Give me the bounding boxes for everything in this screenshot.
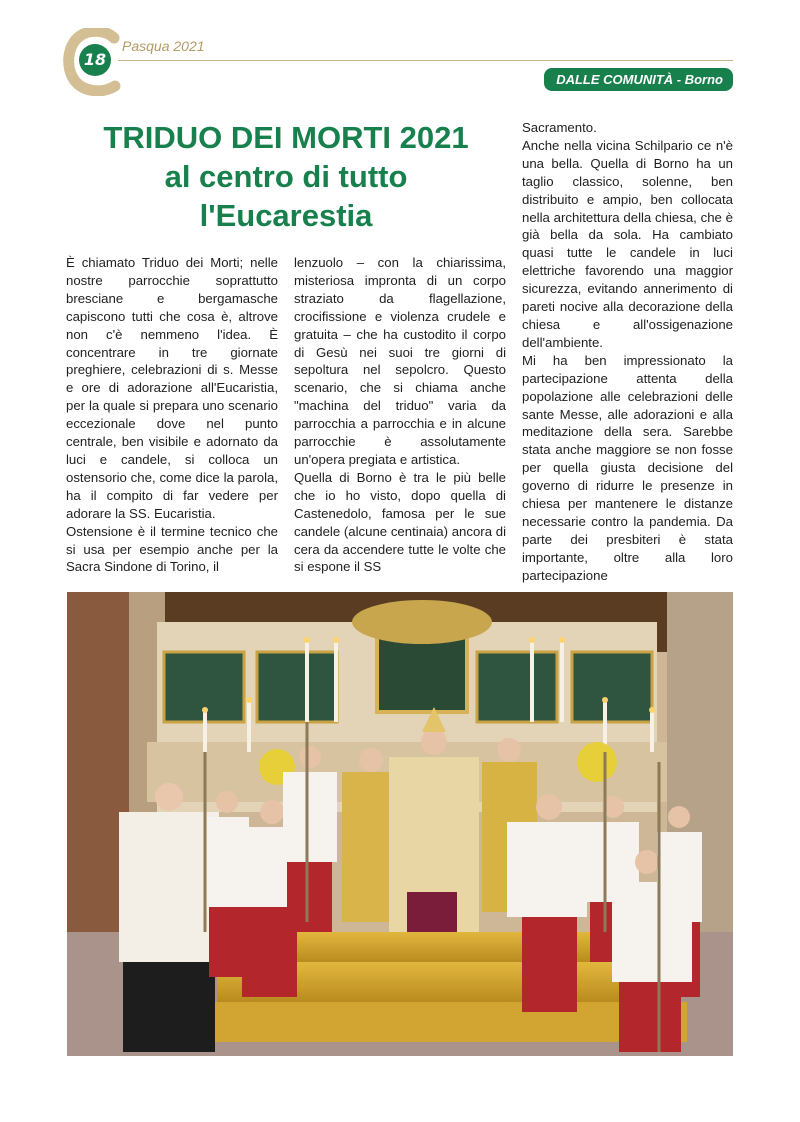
paragraph: lenzuolo – con la chiarissima, misteriosa impronta di un corpo straziato da flagellazione, crocifissione e violenza crudele e gratuita – che ha custodito il corpo di Gesù nei suoi tre giorni di sepoltura nel sepolcro. Questo scenario, che si chiama anche "machina del triduo" varia da parrocchia a parrocchia e in alcune parrocchie è assolutamente un'opera pregiata e artistica. — [294, 255, 506, 467]
article-column-1 — [66, 254, 278, 576]
article-title — [66, 118, 506, 235]
section-badge: DALLE COMUNITÀ - Borno — [544, 68, 733, 91]
paragraph: Ostensione è il termine tecnico che si usa per esempio anche per la Sacra Sindone di Torino, il — [66, 523, 278, 575]
paragraph: È chiamato Triduo dei Morti; nelle nostre parrocchie soprattutto bresciane e bergamasche capiscono tutti che cosa è, altrove non c'è nemmeno l'idea. È concentrare in tre giornate preghiere, celebrazioni di s. Messe e ore di adorazione all'Eucaristia, per la quale si prepara uno scenario eccezionale dove nel punto centrale, ben visibile e adornato da luci e candele, si colloca un ostensorio che, come dice la parola, ha il compito di far vedere per adorare la SS. Eucaristia. — [66, 255, 278, 521]
header-divider — [118, 60, 733, 61]
page-number: 18 — [79, 44, 111, 76]
article-title-line: TRIDUO DEI MORTI 2021 — [103, 120, 469, 155]
article-title-line: al centro di tutto — [164, 159, 408, 194]
paragraph: Anche nella vicina Schilpario ce n'è una bella. Quella di Borno ha un taglio classico, solenne, ben distribuito e ampio, ben collocata nella architettura della chiesa, che è già bella da sola. Ha cambiato quasi tutte le candele in luci elettriche favorendo una maggior sicurezza, evitando annerimento di pareti nocive alla decorazione della chiesa e all'ossigenazione dell'ambiente. — [522, 137, 733, 350]
paragraph: Quella di Borno è tra le più belle che io ho visto, dopo quella di Castenedolo, famosa per le sue candele (alcune centinaia) ancora di cera da accendere tutte le volte che si espone il SS — [294, 469, 506, 575]
article-column-3 — [522, 119, 733, 585]
church-altar-photo — [67, 592, 733, 1056]
article-column-2 — [294, 254, 506, 576]
magazine-title: Pasqua 2021 — [122, 38, 205, 54]
paragraph: Mi ha ben impressionato la partecipazione attenta della popolazione alle celebrazioni delle sante Messe, alle adorazioni e alla meditazione della sera. Sarebbe stata anche maggiore se non fosse per quella giusta decisione del governo di ridurre le presenze in chiesa per mantenere le distanze necessarie contro la pandemia. Da parte dei presbiteri è stata importante, oltre alla loro partecipazione — [522, 352, 733, 583]
article-title-line: l'Eucarestia — [199, 198, 373, 233]
paragraph: Sacramento. — [522, 120, 597, 135]
